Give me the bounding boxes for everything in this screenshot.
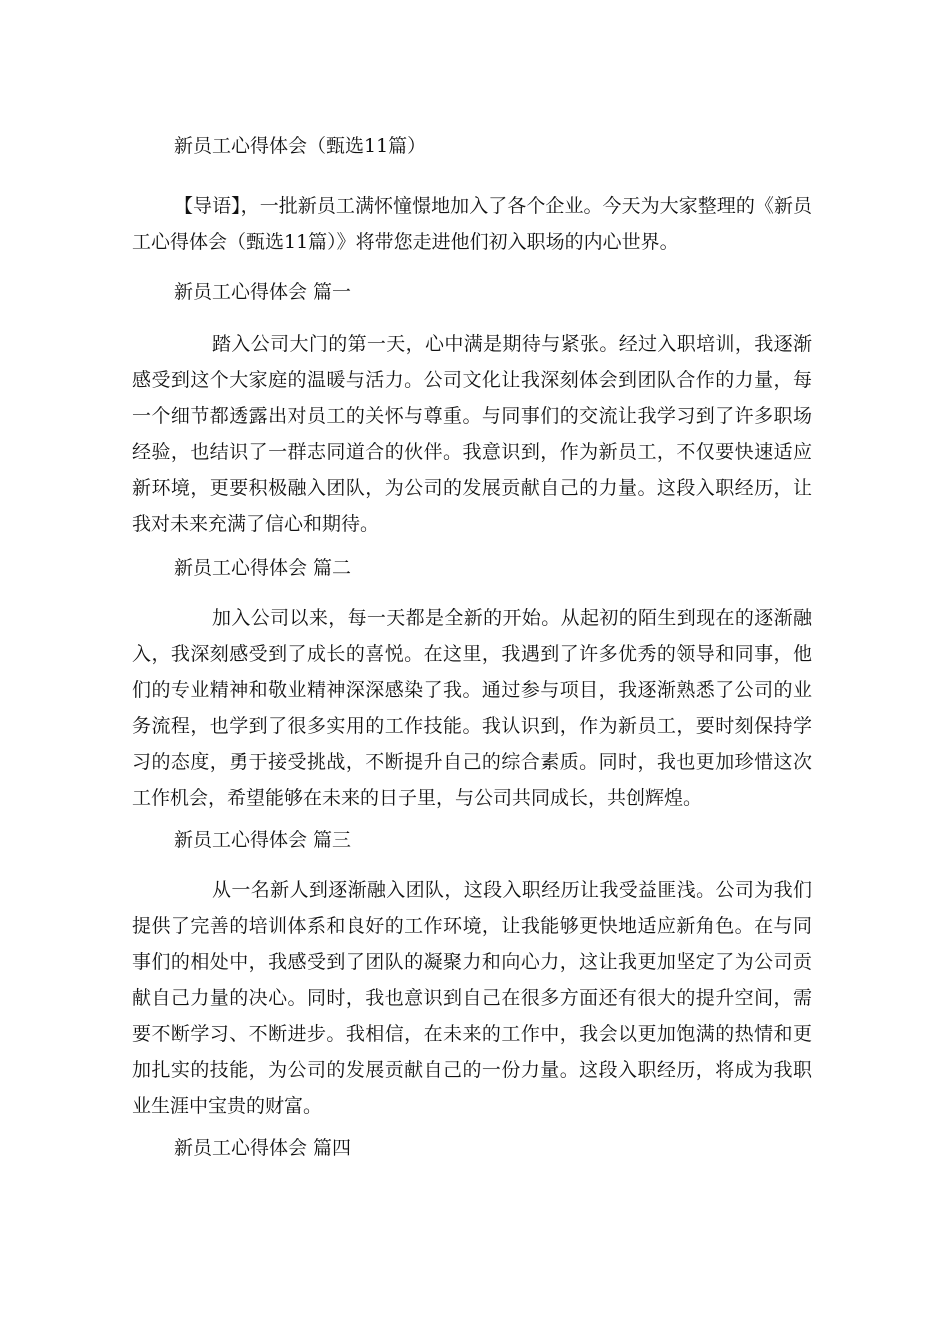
document-title: 新员工心得体会（甄选11篇） (174, 135, 427, 157)
section-heading-1: 新员工心得体会 篇一 (174, 281, 352, 303)
section-heading-4: 新员工心得体会 篇四 (174, 1137, 352, 1159)
section-body-1: 踏入公司大门的第一天，心中满是期待与紧张。经过入职培训，我逐渐感受到这个大家庭的温暖与活力。公司文化让我深刻体会到团队合作的力量，每一个细节都透露出对员工的关怀与尊重。与同事们的交流让我学习到了许多职场经验，也结识了一群志同道合的伙伴。我意识到，作为新员工，不仅要快速适应新环境，更要积极融入团队，为公司的发展贡献自己的力量。这段入职经历，让我对未来充满了信心和期待。 (132, 333, 812, 535)
section-body-2: 加入公司以来，每一天都是全新的开始。从起初的陌生到现在的逐渐融入，我深刻感受到了成长的喜悦。在这里，我遇到了许多优秀的领导和同事，他们的专业精神和敬业精神深深感染了我。通过参与项目，我逐渐熟悉了公司的业务流程，也学到了很多实用的工作技能。我认识到，作为新员工，要时刻保持学习的态度，勇于接受挑战，不断提升自己的综合素质。同时，我也更加珍惜这次工作机会，希望能够在未来的日子里，与公司共同成长，共创辉煌。 (132, 607, 812, 809)
section-heading-2: 新员工心得体会 篇二 (174, 557, 352, 579)
section-body-3: 从一名新人到逐渐融入团队，这段入职经历让我受益匪浅。公司为我们提供了完善的培训体系和良好的工作环境，让我能够更快地适应新角色。在与同事们的相处中，我感受到了团队的凝聚力和向心力，这让我更加坚定了为公司贡献自己力量的决心。同时，我也意识到自己在很多方面还有很大的提升空间，需要不断学习、不断进步。我相信，在未来的工作中，我会以更加饱满的热情和更加扎实的技能，为公司的发展贡献自己的一份力量。这段入职经历，将成为我职业生涯中宝贵的财富。 (132, 879, 812, 1117)
section-heading-3: 新员工心得体会 篇三 (174, 829, 352, 851)
intro-paragraph: 【导语】，一批新员工满怀憧憬地加入了各个企业。今天为大家整理的《新员工心得体会（甄选11篇）》将带您走进他们初入职场的内心世界。 (132, 195, 812, 253)
